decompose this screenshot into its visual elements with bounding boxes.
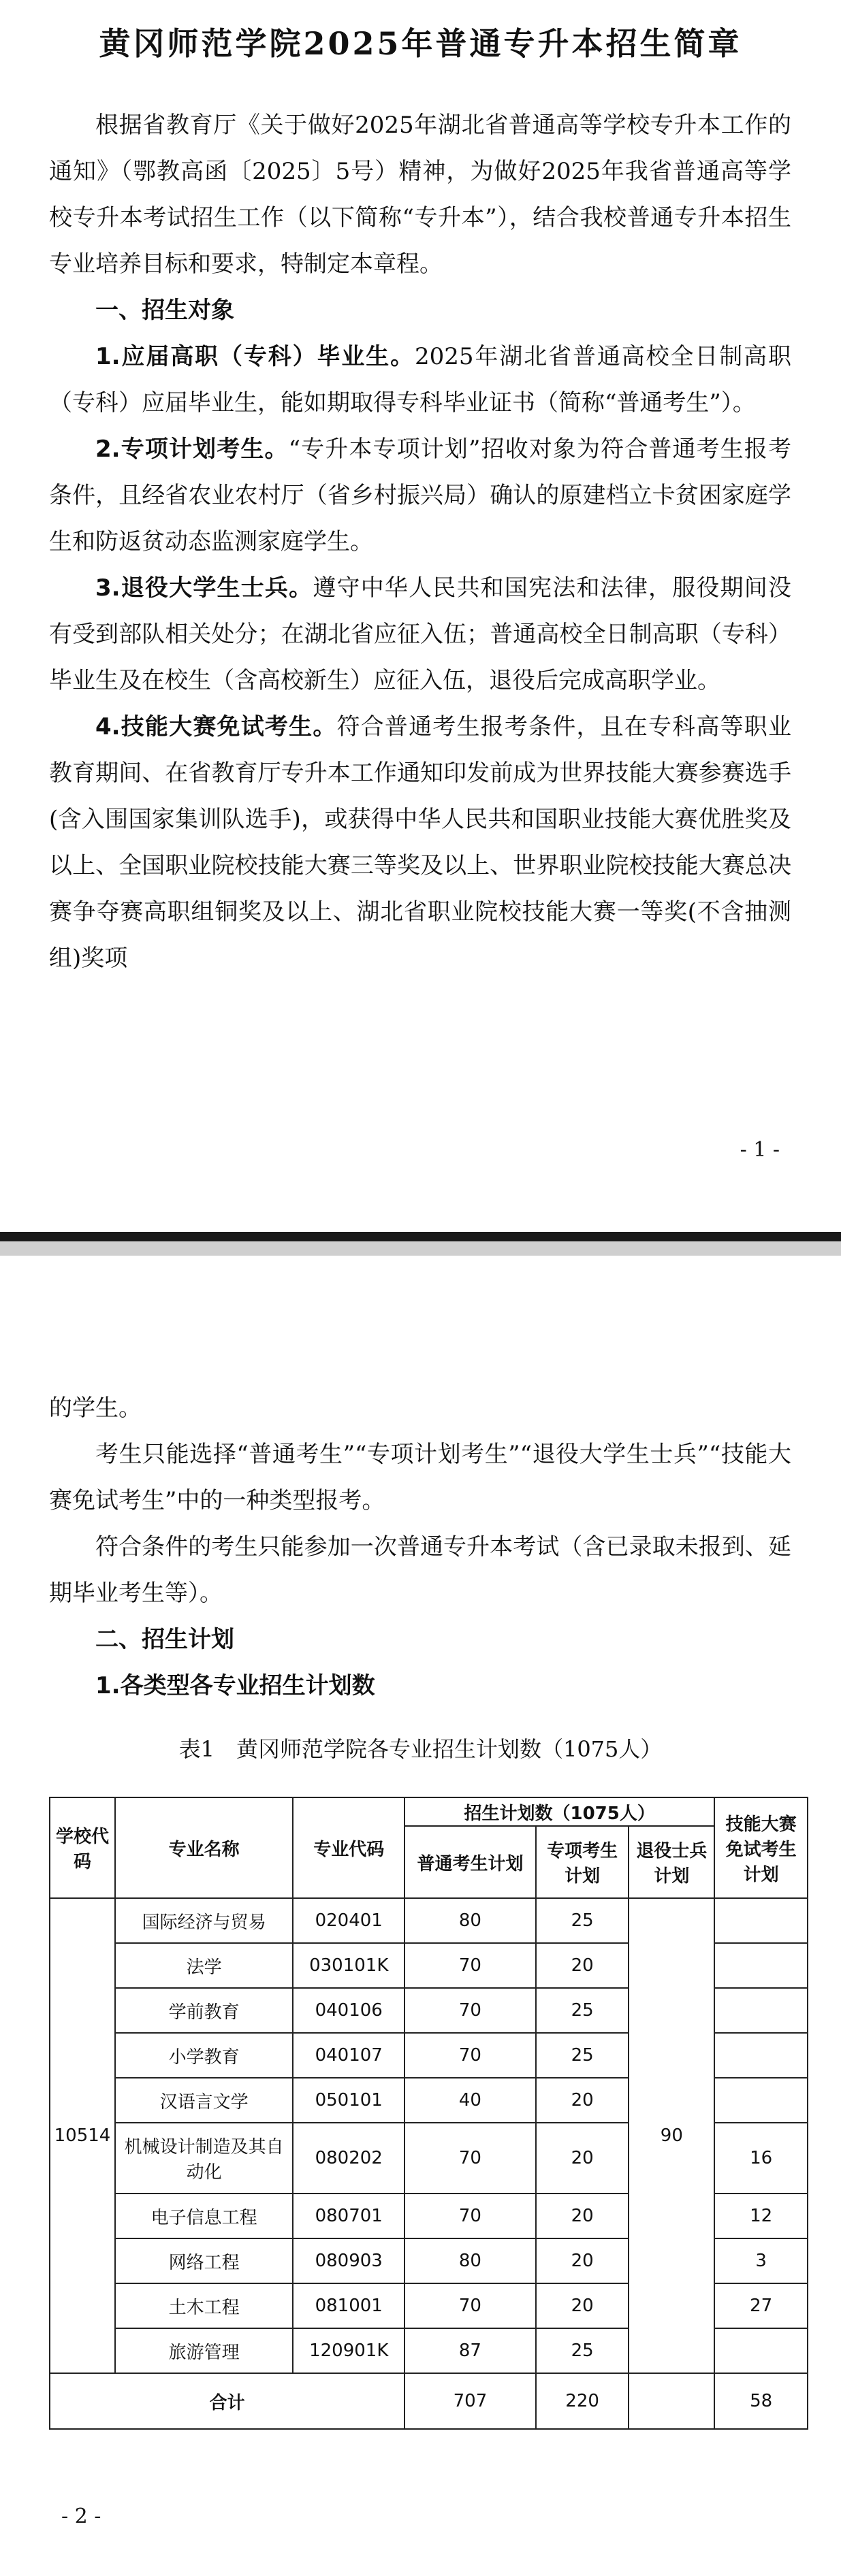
special-cell: 25 [536,2033,629,2078]
item-3-label: 3.退役大学生士兵。 [95,574,313,602]
major-name-cell: 汉语言文学 [115,2078,293,2123]
total-general: 707 [404,2373,536,2429]
header-veteran: 退役士兵计划 [629,1826,714,1898]
header-major-name: 专业名称 [115,1797,293,1898]
general-cell: 70 [404,2033,536,2078]
page-number-2: - 2 - [61,2505,101,2528]
veteran-total-cell: 90 [629,1898,714,2373]
major-code-cell: 050101 [293,2078,404,2123]
header-general: 普通考生计划 [404,1826,536,1898]
continuation-text: 的学生。 [49,1395,142,1422]
skill-cell [714,2078,808,2123]
major-name-cell: 机械设计制造及其自动化 [115,2123,293,2194]
item-2 [49,426,791,565]
page-separator [0,1232,841,1256]
total-label: 合计 [50,2373,404,2429]
general-cell: 70 [404,2123,536,2194]
school-code-cell: 10514 [50,1898,115,2373]
document-title: 黄冈师范学院2025年普通专升本招生简章 [99,25,742,62]
item-1-text: 2025年湖北省普通高校全日制高职（专科）应届毕业生，能如期取得专科毕业证书（简称“普通考生”）。 [49,343,792,417]
section1-heading: 一、招生对象 [95,297,234,324]
major-code-cell: 081001 [293,2283,404,2328]
general-cell: 40 [404,2078,536,2123]
table-caption: 表1 黄冈师范学院各专业招生计划数（1075人） [178,1736,663,1762]
header-major-code: 专业代码 [293,1797,404,1898]
major-name-cell: 小学教育 [115,2033,293,2078]
sub1-heading: 1.各类型各专业招生计划数 [95,1672,375,1699]
major-name-cell: 法学 [115,1943,293,1988]
general-cell: 70 [404,2283,536,2328]
major-name-cell: 电子信息工程 [115,2194,293,2238]
page2-body [49,1385,791,1709]
major-name-cell: 土木工程 [115,2283,293,2328]
major-code-cell: 080903 [293,2238,404,2283]
skill-cell [714,1943,808,1988]
item-1 [49,333,791,426]
special-cell: 25 [536,2328,629,2373]
special-cell: 25 [536,1988,629,2033]
total-row [50,2373,808,2429]
general-cell: 70 [404,1988,536,2033]
enrollment-plan-table [49,1797,808,2430]
skill-cell: 27 [714,2283,808,2328]
special-cell: 20 [536,2283,629,2328]
header-school-code: 学校代码 [50,1797,115,1898]
intro-paragraph: 根据省教育厅《关于做好2025年湖北省普通高等学校专升本工作的通知》（鄂教高函〔2025〕5号）精神，为做好2025年我省普通高等学校专升本考试招生工作（以下简称“专升本”），结合我校普通专升本招生专业培养目标和要求，特制定本章程。 [49,112,791,278]
item-3-text: 遵守中华人民共和国宪法和法律，服役期间没有受到部队相关处分；在湖北省应征入伍；普通高校全日制高职（专科）毕业生及在校生（含高校新生）应征入伍，退役后完成高职学业。 [49,574,792,694]
major-name-cell: 学前教育 [115,1988,293,2033]
skill-cell [714,2328,808,2373]
special-cell: 20 [536,1943,629,1988]
major-name-cell: 旅游管理 [115,2328,293,2373]
general-cell: 80 [404,1898,536,1943]
table-row [50,1898,808,1943]
general-cell: 87 [404,2328,536,2373]
major-name-cell: 网络工程 [115,2238,293,2283]
skill-cell [714,1988,808,2033]
header-special: 专项考生计划 [536,1826,629,1898]
skill-cell [714,2033,808,2078]
item-3 [49,565,791,704]
page1-body [49,102,791,981]
skill-cell: 3 [714,2238,808,2283]
section2-heading: 二、招生计划 [95,1626,234,1653]
special-cell: 20 [536,2123,629,2194]
choice-paragraph: 考生只能选择“普通考生”“专项计划考生”“退役大学生士兵”“技能大赛免试考生”中的一种类型报考。 [49,1441,791,1514]
special-cell: 20 [536,2238,629,2283]
skill-cell: 16 [714,2123,808,2194]
special-cell: 20 [536,2194,629,2238]
general-cell: 70 [404,1943,536,1988]
header-plan-group: 招生计划数（1075人） [404,1797,714,1826]
item-2-text: “专升本专项计划”招收对象为符合普通考生报考条件，且经省农业农村厅（省乡村振兴局）确认的原建档立卡贫困家庭学生和防返贫动态监测家庭学生。 [49,436,792,555]
major-code-cell: 040106 [293,1988,404,2033]
major-name-cell: 国际经济与贸易 [115,1898,293,1943]
major-code-cell: 120901K [293,2328,404,2373]
major-code-cell: 030101K [293,1943,404,1988]
item-4-label: 4.技能大赛免试考生。 [95,713,337,740]
major-code-cell: 080202 [293,2123,404,2194]
page-number-1: - 1 - [740,1138,780,1162]
major-code-cell: 040107 [293,2033,404,2078]
major-code-cell: 020401 [293,1898,404,1943]
special-cell: 25 [536,1898,629,1943]
total-special: 220 [536,2373,629,2429]
general-cell: 80 [404,2238,536,2283]
skill-cell [714,1898,808,1943]
page-1 [0,0,841,1232]
item-1-label: 1.应届高职（专科）毕业生。 [95,343,415,370]
page-2 [0,1256,841,2576]
major-code-cell: 080701 [293,2194,404,2238]
total-veteran [629,2373,714,2429]
once-paragraph: 符合条件的考生只能参加一次普通专升本考试（含已录取未报到、延期毕业考生等）。 [49,1533,791,1607]
item-2-label: 2.专项计划考生。 [95,436,289,463]
header-skill: 技能大赛免试考生计划 [714,1797,808,1898]
item-4 [49,704,791,981]
general-cell: 70 [404,2194,536,2238]
special-cell: 20 [536,2078,629,2123]
total-skill: 58 [714,2373,808,2429]
skill-cell: 12 [714,2194,808,2238]
item-4-text: 符合普通考生报考条件，且在专科高等职业教育期间、在省教育厅专升本工作通知印发前成为世界技能大赛参赛选手(含入围国家集训队选手)，或获得中华人民共和国职业技能大赛优胜奖及以上、全国职业院校技能大赛三等奖及以上、世界职业院校技能大赛总决赛争夺赛高职组铜奖及以上、湖北省职业院校技能大赛一等奖(不含抽测组)奖项 [49,713,791,972]
